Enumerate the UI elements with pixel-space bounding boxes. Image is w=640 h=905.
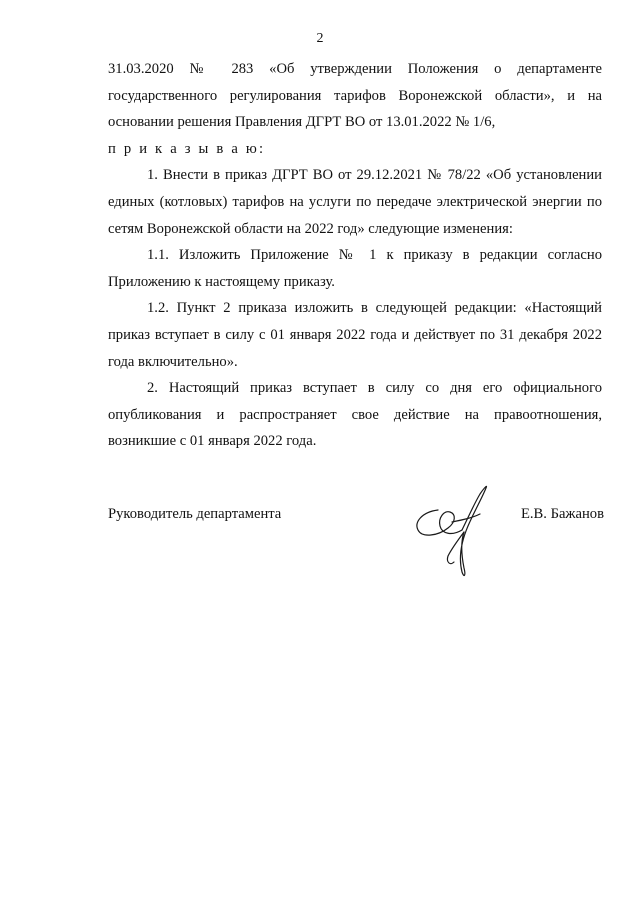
item-1-2-paragraph: 1.2. Пункт 2 приказа изложить в следующей редакции: «Настоящий приказ вступает в силу с 01 января 2022 года и действует по 31 декабря 2022 года включительно». — [108, 300, 602, 370]
item-1-paragraph: 1. Внести в приказ ДГРТ ВО от 29.12.2021 № 78/22 «Об установлении единых (котловых) тарифов на услуги по передаче электрической энергии по сетям Воронежской области на 2022 год» следующие изменения: — [108, 167, 602, 237]
document-body — [108, 56, 602, 455]
signature-block — [108, 478, 604, 588]
intro-paragraph: 31.03.2020 № 283 «Об утверждении Положения о департаменте государственного регулирования тарифов Воронежской области», и на основании решения Правления ДГРТ ВО от 13.01.2022 № 1/6, — [108, 61, 602, 131]
handwritten-signature — [408, 478, 508, 583]
signatory-position: Руководитель департамента — [108, 506, 282, 522]
page-number: 2 — [316, 31, 324, 46]
signatory-name: Е.В. Бажанов — [520, 506, 604, 522]
item-2-paragraph: 2. Настоящий приказ вступает в силу со дня его официального опубликования и распространяет свое действие на правоотношения, возникшие с 01 января 2022 года. — [108, 380, 602, 450]
order-word: п р и к а з ы в а ю: — [108, 140, 266, 157]
item-1-1-paragraph: 1.1. Изложить Приложение № 1 к приказу в редакции согласно Приложению к настоящему приказу. — [108, 247, 602, 290]
